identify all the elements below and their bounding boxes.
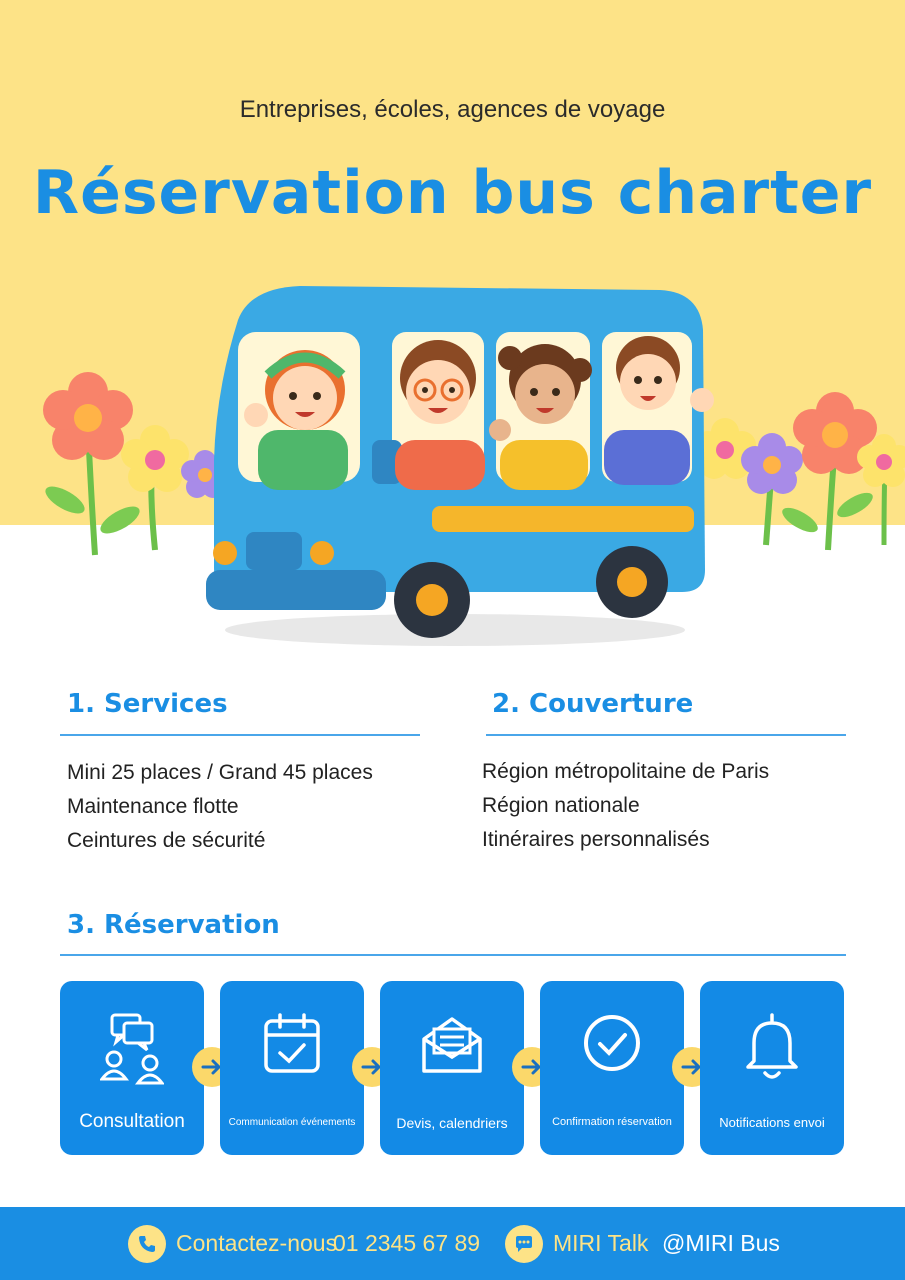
bus	[206, 286, 714, 646]
services-list	[67, 756, 373, 858]
list-item: Région nationale	[482, 794, 640, 817]
list-item: Mini 25 places / Grand 45 places	[67, 761, 373, 784]
coverage-divider	[486, 734, 846, 736]
page-subtitle: Entreprises, écoles, agences de voyage	[239, 96, 666, 123]
bell-icon	[740, 1011, 804, 1081]
page-title: Réservation bus charter	[32, 158, 873, 228]
step-label: Confirmation réservation	[552, 1116, 672, 1128]
list-item: Région métropolitaine de Paris	[482, 760, 770, 783]
services-divider	[60, 734, 420, 736]
step-event-communication[interactable]	[220, 981, 364, 1155]
list-item: Itinéraires personnalisés	[482, 828, 710, 851]
phone-icon	[128, 1225, 166, 1263]
reservation-divider	[60, 954, 846, 956]
step-notifications[interactable]	[700, 981, 844, 1155]
left-flowers	[41, 372, 229, 555]
envelope-icon	[420, 1011, 484, 1075]
step-confirmation[interactable]	[540, 981, 684, 1155]
services-heading: 1. Services	[67, 689, 228, 719]
reservation-heading: 3. Réservation	[67, 910, 280, 940]
chat-icon	[505, 1225, 543, 1263]
step-label: Communication événements	[228, 1117, 356, 1128]
list-item: Ceintures de sécurité	[67, 829, 266, 852]
footer	[0, 1207, 905, 1280]
talk-label: MIRI Talk	[553, 1230, 649, 1256]
right-flowers	[694, 392, 905, 550]
coverage-heading: 2. Couverture	[492, 689, 694, 719]
step-quotes[interactable]	[380, 981, 524, 1155]
step-consultation[interactable]	[60, 981, 204, 1155]
step-label: Devis, calendriers	[396, 1115, 508, 1131]
people-chat-icon	[100, 1011, 164, 1085]
calendar-check-icon	[260, 1011, 324, 1075]
list-item: Maintenance flotte	[67, 795, 239, 818]
contact-label: Contactez-nous	[176, 1230, 338, 1256]
step-label: Notifications envoi	[719, 1115, 825, 1130]
step-label: Consultation	[79, 1111, 185, 1132]
phone-number[interactable]: 01 2345 67 89	[333, 1230, 481, 1256]
coverage-list	[482, 755, 769, 857]
talk-handle[interactable]: @MIRI Bus	[662, 1230, 780, 1256]
bus-illustration	[0, 270, 905, 670]
check-circle-icon	[580, 1011, 644, 1075]
